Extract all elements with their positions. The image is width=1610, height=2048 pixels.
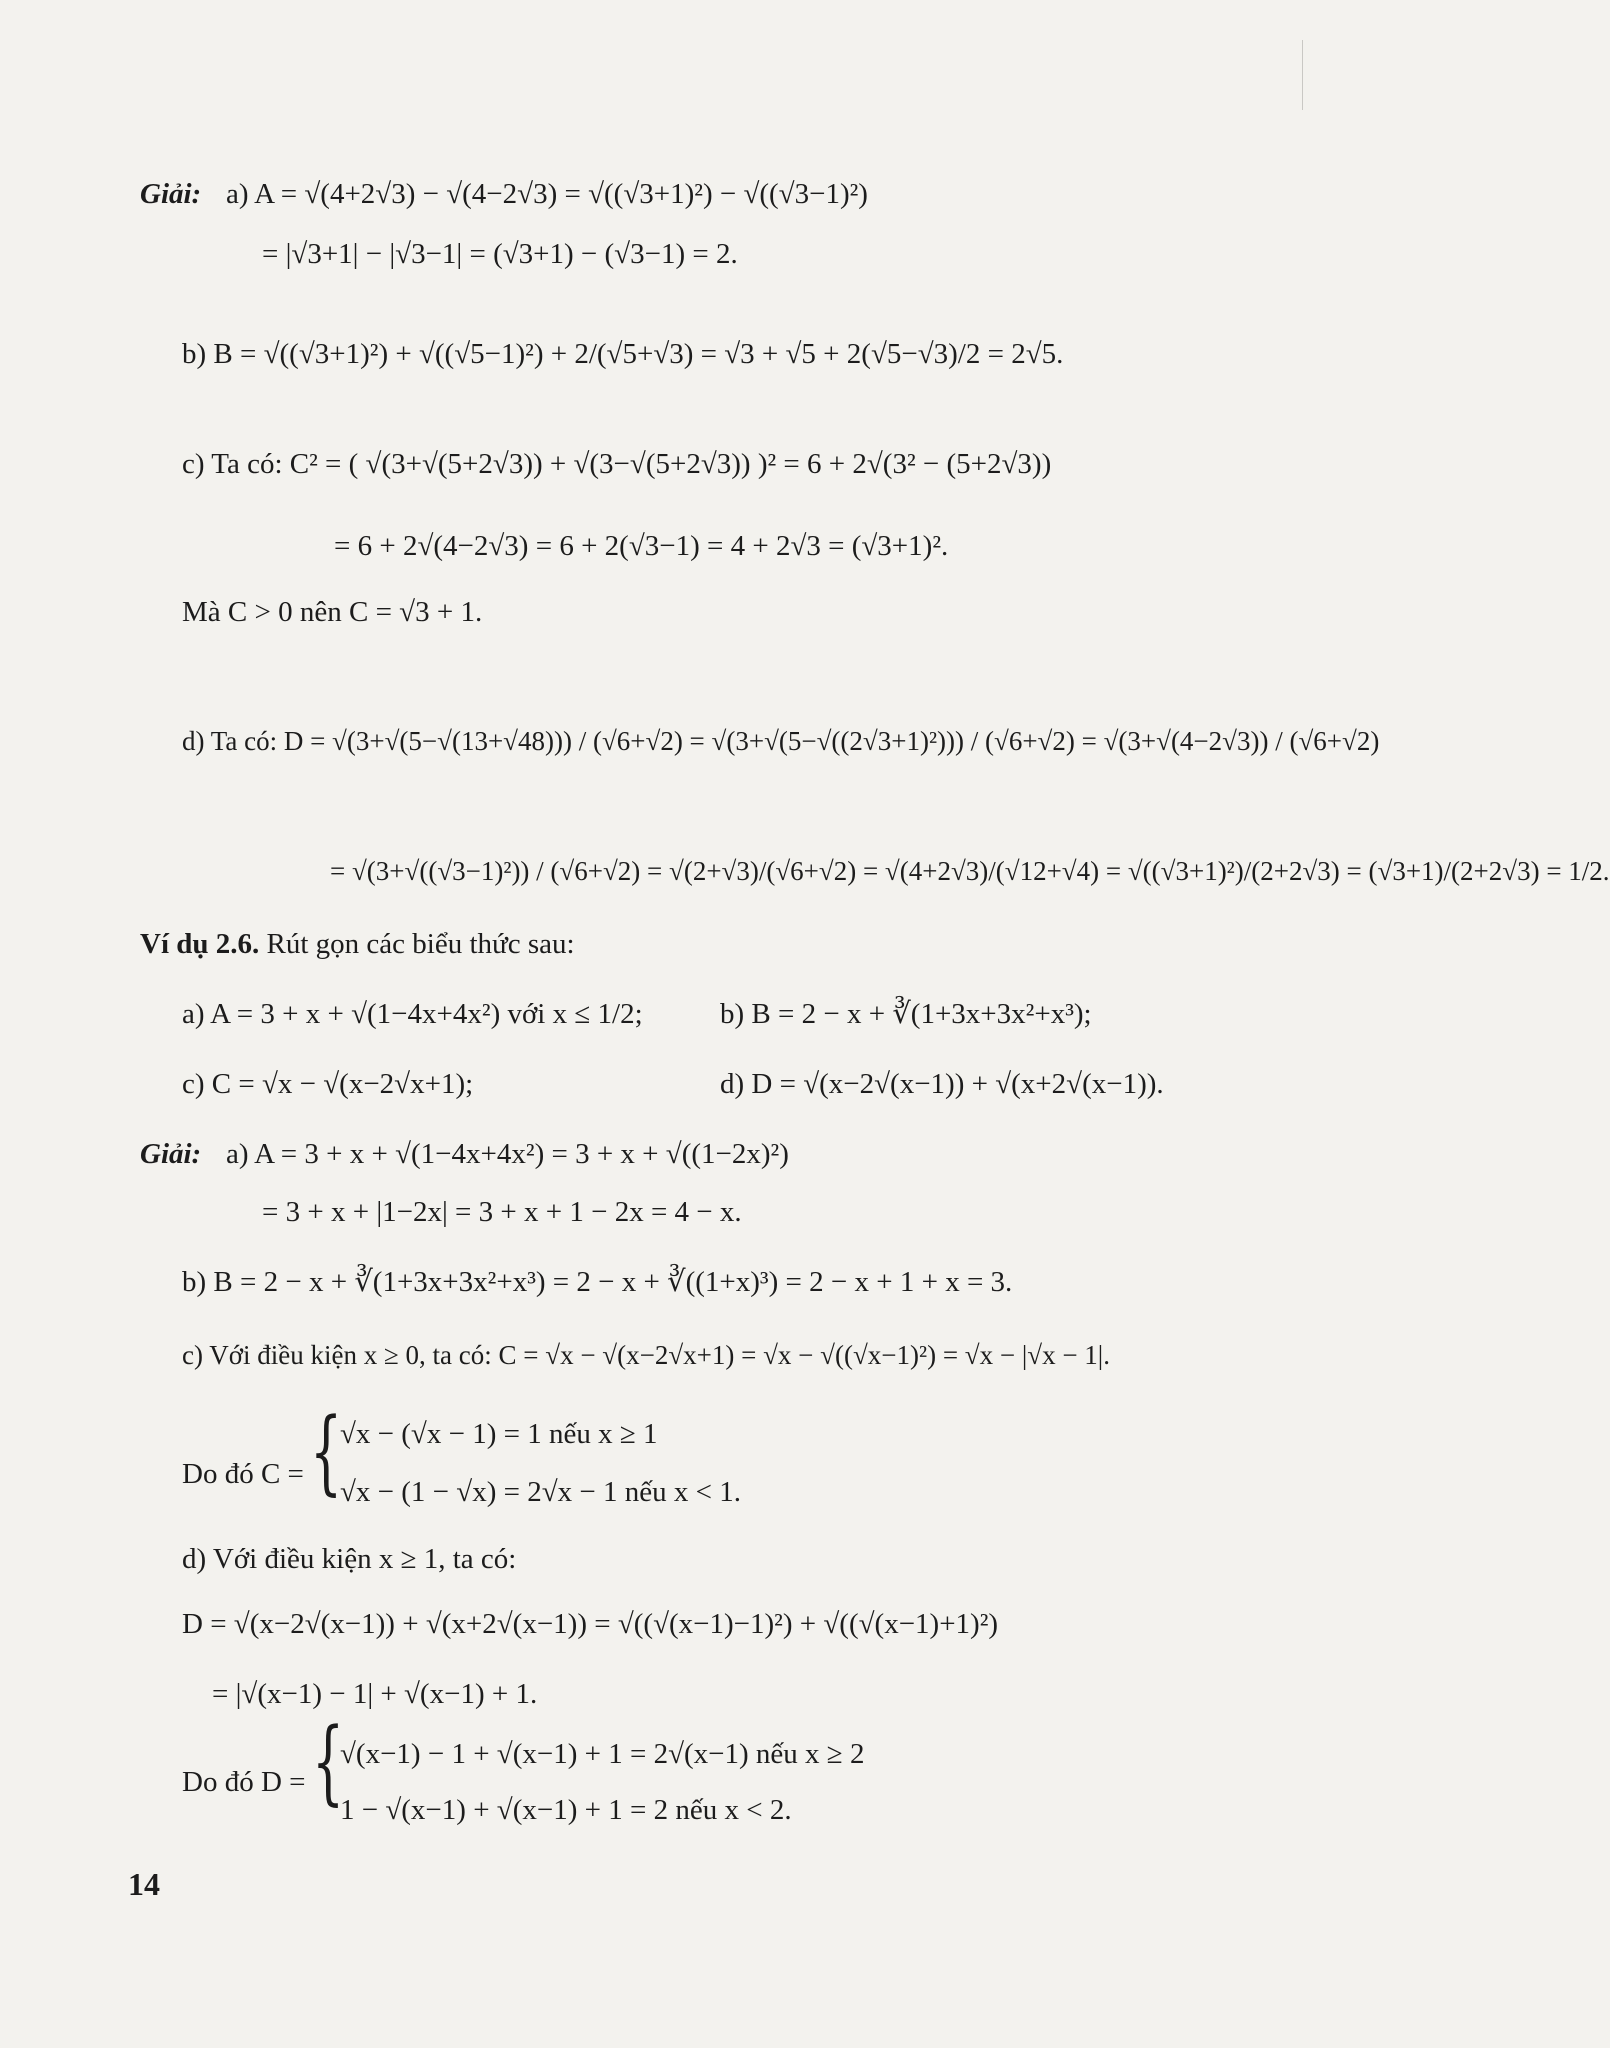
exercise-d: d) D = √(x−2√(x−1)) + √(x+2√(x−1)).	[720, 1068, 1164, 1100]
solution-c-line2: = 6 + 2√(4−2√3) = 6 + 2(√3−1) = 4 + 2√3 = (√3+1)².	[334, 530, 949, 562]
solution-a-line1: a) A = √(4+2√3) − √(4−2√3) = √((√3+1)²) − √((√3−1)²)	[226, 178, 868, 210]
page-number: 14	[128, 1866, 160, 1902]
solution-2-d-line2: = |√(x−1) − 1| + √(x−1) + 1.	[212, 1678, 538, 1710]
solution-2-c-case2: √x − (1 − √x) = 2√x − 1 nếu x < 1.	[340, 1476, 741, 1508]
solution-2-d-line1: D = √(x−2√(x−1)) + √(x+2√(x−1)) = √((√(x−1)−1)²) + √((√(x−1)+1)²)	[182, 1608, 999, 1640]
solution-2-c-line1: c) Với điều kiện x ≥ 0, ta có: C = √x − √(x−2√x+1) = √x − √((√x−1)²) = √x − |√x − 1|.	[182, 1340, 1110, 1370]
example-title: Ví dụ 2.6.	[140, 928, 260, 960]
piecewise-brace-c: {	[310, 1398, 343, 1505]
example-heading	[140, 930, 575, 959]
solution-2-a-line2: = 3 + x + |1−2x| = 3 + x + 1 − 2x = 4 − x.	[262, 1196, 742, 1228]
solution-2-d-lead: Do đó D =	[182, 1766, 306, 1798]
exercise-b: b) B = 2 − x + ∛(1+3x+3x²+x³);	[720, 998, 1092, 1030]
example-prompt: Rút gọn các biểu thức sau:	[266, 928, 575, 960]
solution-label: Giải:	[140, 178, 202, 210]
solution-2-d-intro: d) Với điều kiện x ≥ 1, ta có:	[182, 1543, 517, 1575]
solution-2-d-case1: √(x−1) − 1 + √(x−1) + 1 = 2√(x−1) nếu x ≥ 2	[340, 1738, 865, 1770]
solution-2-b-line1: b) B = 2 − x + ∛(1+3x+3x²+x³) = 2 − x + ∛((1+x)³) = 2 − x + 1 + x = 3.	[182, 1266, 1013, 1298]
piecewise-brace-d: {	[312, 1708, 345, 1815]
page-edge-mark	[1302, 40, 1303, 110]
solution-d-line2: = √(3+√((√3−1)²)) / (√6+√2) = √(2+√3)/(√6+√2) = √(4+2√3)/(√12+√4) = √((√3+1)²)/(2+2√3) = (√3+1)/(2+2√3) = 1/2.	[330, 856, 1610, 886]
solution-a-line2: = |√3+1| − |√3−1| = (√3+1) − (√3−1) = 2.	[262, 238, 738, 270]
solution-2-c-case1: √x − (√x − 1) = 1 nếu x ≥ 1	[340, 1418, 658, 1450]
solution-2-d-case2: 1 − √(x−1) + √(x−1) + 1 = 2 nếu x < 2.	[340, 1794, 792, 1826]
solution-2-a-line1: a) A = 3 + x + √(1−4x+4x²) = 3 + x + √((1−2x)²)	[226, 1138, 789, 1170]
exercise-c: c) C = √x − √(x−2√x+1);	[182, 1068, 474, 1100]
solution-2-label: Giải:	[140, 1138, 202, 1170]
solution-c-line1: c) Ta có: C² = ( √(3+√(5+2√3)) + √(3−√(5+2√3)) )² = 6 + 2√(3² − (5+2√3))	[182, 448, 1052, 480]
solution-2-c-lead: Do đó C =	[182, 1458, 304, 1490]
solution-c-line3: Mà C > 0 nên C = √3 + 1.	[182, 596, 483, 628]
solution-b-line1: b) B = √((√3+1)²) + √((√5−1)²) + 2/(√5+√3) = √3 + √5 + 2(√5−√3)/2 = 2√5.	[182, 338, 1064, 370]
solution-d-line1: d) Ta có: D = √(3+√(5−√(13+√48))) / (√6+√2) = √(3+√(5−√((2√3+1)²))) / (√6+√2) = √(3+√(4−2√3)) / (√6+√2)	[182, 726, 1380, 756]
exercise-a: a) A = 3 + x + √(1−4x+4x²) với x ≤ 1/2;	[182, 998, 643, 1030]
